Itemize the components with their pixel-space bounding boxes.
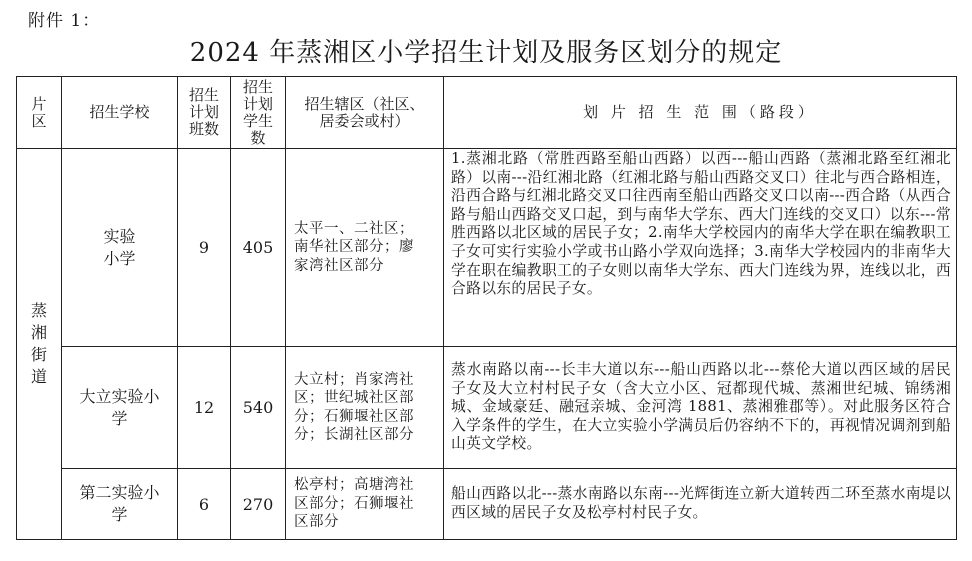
table-row [17,347,957,469]
school-name: 第二实验小 学 [62,469,178,540]
school-name: 大立实验小 学 [62,347,178,469]
jurisdiction-area: 松亭村；高塘湾社 区部分；石狮堰社 区部分 [286,469,444,540]
plan-classes: 9 [178,149,231,347]
plan-classes: 12 [178,347,231,469]
header-students: 招生 计划 学生 数 [231,77,286,149]
plan-students: 540 [231,347,286,469]
jurisdiction-area: 大立村；肖家湾社 区；世纪城社区部 分；石狮堰社区部 分；长湖社区部分 [286,347,444,469]
jurisdiction-area: 太平一、二社区； 南华社区部分；廖 家湾社区部分 [286,149,444,347]
document-title: 2024 年蒸湘区小学招生计划及服务区划分的规定 [189,38,783,68]
table-row [17,149,957,347]
zoning-range: 蒸水南路以南---长丰大道以东---船山西路以北---蔡伦大道以西区域的居民子女及大立村村民子女（含大立小区、冠都现代城、蒸湘世纪城、锦绣湘城、金域豪廷、融冠亲城、金河湾 1881、蒸湘雅郡等）。对此服务区符合入学条件的学生，在大立实验小学满员后仍容纳不下的，再视情况调剂到船山英文学校。 [444,347,957,469]
zoning-range: 船山西路以北---蒸水南路以东南---光辉街连立新大道转西二环至蒸水南堤以西区域的居民子女及松亭村村民子女。 [444,469,957,540]
table-row [17,469,957,540]
plan-classes: 6 [178,469,231,540]
header-school: 招生学校 [62,77,178,149]
header-range: 划 片 招 生 范 围（路段） [444,77,957,149]
region-name: 蒸湘街道 [30,301,47,386]
header-region: 片 区 [17,77,62,149]
plan-students: 405 [231,149,286,347]
table-header-row [17,77,957,149]
enrollment-plan-table [16,76,957,540]
region-cell [17,149,62,540]
attachment-label: 附件 1： [28,11,101,31]
header-classes: 招生 计划 班数 [178,77,231,149]
school-name: 实验 小学 [62,149,178,347]
zoning-range: 1.蒸湘北路（常胜西路至船山西路）以西---船山西路（蒸湘北路至红湘北路）以南---沿红湘北路（红湘北路与船山西路交叉口）往北与西合路相连，沿西合路与红湘北路交叉口往西南至船山西路交叉口以南---西合路（从西合路与船山西路交叉口起，到与南华大学东、西大门连线的交叉口）以东---常胜西路以北区域的居民子女；2.南华大学校园内的南华大学在职在编教职工子女可实行实验小学或书山路小学双向选择；3.南华大学校园内的非南华大学在职在编教职工的子女则以南华大学东、西大门连线为界，连线以北，西合路以东的居民子女。 [444,149,957,347]
plan-students: 270 [231,469,286,540]
header-area: 招生辖区（社区、 居委会或村） [286,77,444,149]
